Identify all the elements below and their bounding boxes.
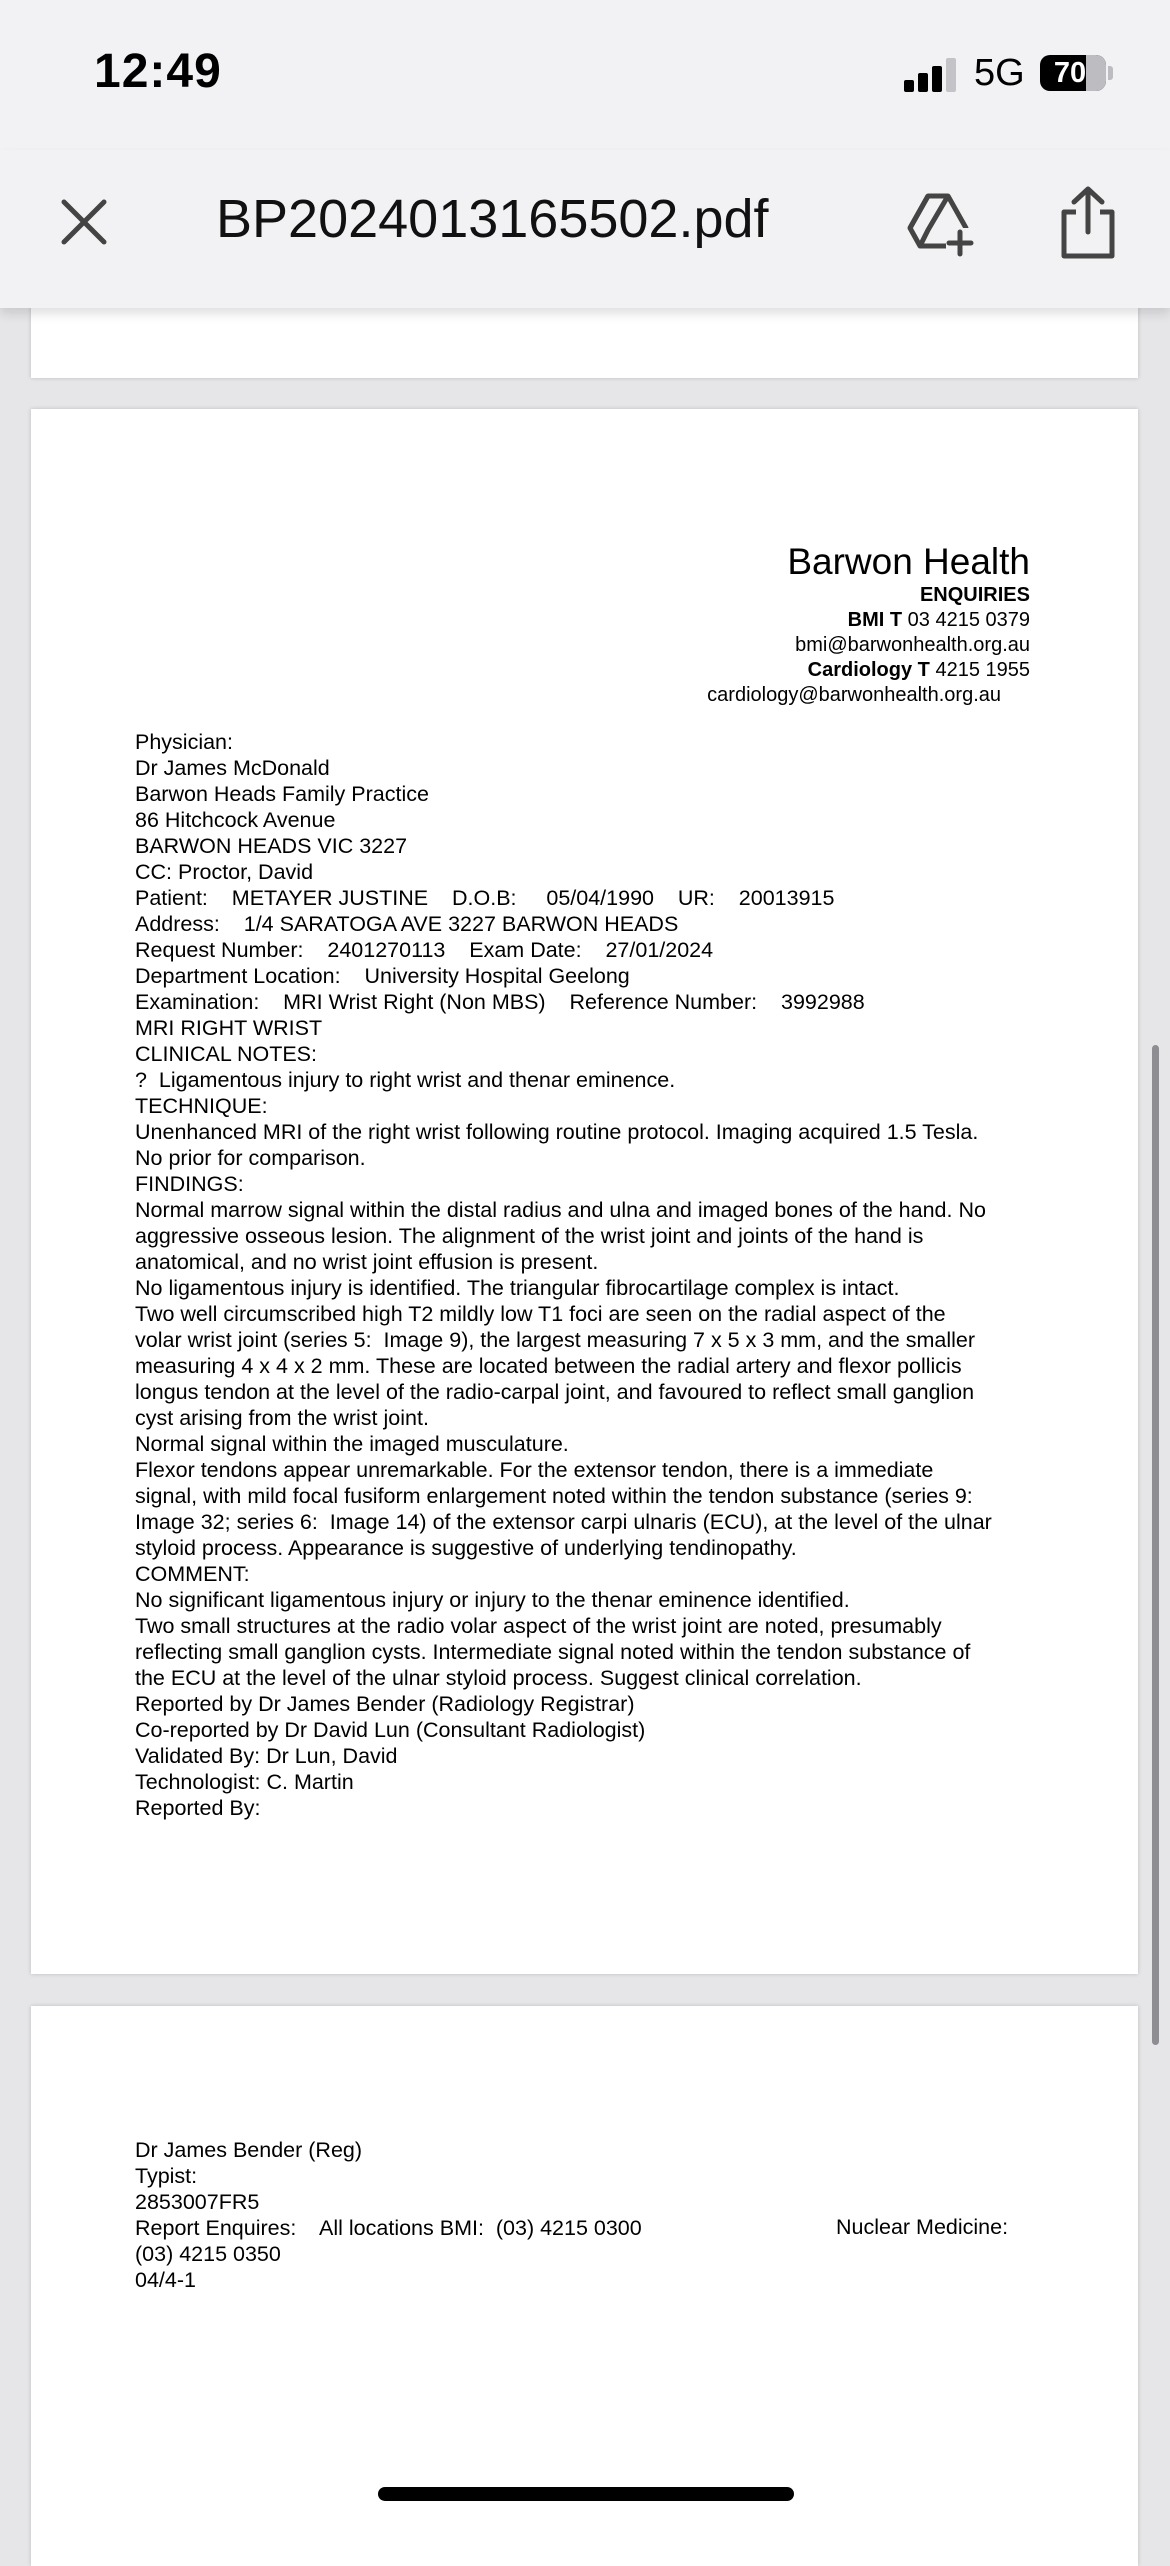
report-body: [135, 729, 1075, 1821]
bmi-phone: 03 4215 0379: [907, 609, 1030, 631]
report-line: Two well circumscribed high T2 mildly low T1 foci are seen on the radial aspect of the: [135, 1302, 946, 1326]
add-to-drive-button[interactable]: [904, 188, 974, 258]
report-line: styloid process. Appearance is suggestive of underlying tendinopathy.: [135, 1536, 797, 1560]
pdf-page-next: [31, 2006, 1138, 2566]
report-line: Image 32; series 6: Image 14) of the extensor carpi ulnaris (ECU), at the level of the ulnar: [135, 1510, 992, 1534]
report-line: No ligamentous injury is identified. The triangular fibrocartilage complex is intact.: [135, 1276, 900, 1300]
bmi-email: bmi@barwonhealth.org.au: [795, 634, 1030, 656]
nuclear-medicine-label: Nuclear Medicine:: [836, 2215, 1009, 2239]
report-line: COMMENT:: [135, 1562, 250, 1586]
report-line: Dr James Bender (Reg): [135, 2138, 363, 2162]
report-line: Reported by Dr James Bender (Radiology Registrar): [135, 1692, 635, 1716]
battery-icon: [1040, 55, 1106, 91]
report-line: Barwon Heads Family Practice: [135, 782, 429, 806]
report-line: No significant ligamentous injury or injury to the thenar eminence identified.: [135, 1588, 850, 1612]
report-line: cyst arising from the wrist joint.: [135, 1406, 429, 1430]
report-line: CLINICAL NOTES:: [135, 1042, 317, 1066]
battery-tip: [1108, 66, 1113, 80]
cardiology-email: cardiology@barwonhealth.org.au: [707, 684, 1001, 706]
report-line: Dr James McDonald: [135, 756, 330, 780]
report-line: Unenhanced MRI of the right wrist following routine protocol. Imaging acquired 1.5 Tesla.: [135, 1120, 979, 1144]
report-line: Validated By: Dr Lun, David: [135, 1744, 398, 1768]
report-line: Flexor tendons appear unremarkable. For the extensor tendon, there is a immediate: [135, 1458, 934, 1482]
close-button[interactable]: [54, 192, 114, 252]
enquiries-heading: ENQUIRIES: [919, 584, 1030, 606]
document-toolbar: [0, 150, 1170, 308]
enquiries-block: [707, 583, 1030, 708]
share-icon: [1056, 184, 1120, 260]
report-line: 04/4-1: [135, 2268, 196, 2292]
status-time: 12:49: [94, 45, 222, 98]
pdf-page-report: [31, 409, 1138, 1974]
cardiology-phone: 4215 1955: [935, 659, 1030, 681]
report-line: BARWON HEADS VIC 3227: [135, 834, 408, 858]
cardiology-contact: [707, 658, 1030, 683]
report-line: Two small structures at the radio volar aspect of the wrist joint are noted, presumably: [135, 1614, 942, 1638]
cardiology-label: Cardiology T: [807, 659, 930, 681]
report-line: Department Location: University Hospital Geelong: [135, 964, 630, 988]
report-line: Technologist: C. Martin: [135, 1770, 354, 1794]
report-line: ? Ligamentous injury to right wrist and thenar eminence.: [135, 1068, 676, 1092]
cellular-signal-icon: [904, 58, 960, 92]
add-to-drive-icon: [904, 188, 974, 258]
organization-name: Barwon Health: [787, 541, 1030, 582]
report-line: aggressive osseous lesion. The alignment of the wrist joint and joints of the hand is: [135, 1224, 924, 1248]
report-line: anatomical, and no wrist joint effusion is present.: [135, 1250, 599, 1274]
report-line: signal, with mild focal fusiform enlargement noted within the tendon substance (series 9:: [135, 1484, 973, 1508]
report-line: volar wrist joint (series 5: Image 9), the largest measuring 7 x 5 x 3 mm, and the smaller: [135, 1328, 976, 1352]
report-line: 86 Hitchcock Avenue: [135, 808, 336, 832]
network-type: 5G: [974, 52, 1025, 94]
report-line: CC: Proctor, David: [135, 860, 314, 884]
report-line: Co-reported by Dr David Lun (Consultant Radiologist): [135, 1718, 646, 1742]
report-line: No prior for comparison.: [135, 1146, 366, 1170]
report-line: (03) 4215 0350: [135, 2242, 281, 2266]
report-line: the ECU at the level of the ulnar styloid process. Suggest clinical correlation.: [135, 1666, 862, 1690]
report-line: Normal signal within the imaged musculature.: [135, 1432, 569, 1456]
report-line: Normal marrow signal within the distal radius and ulna and imaged bones of the hand. No: [135, 1198, 986, 1222]
vertical-scrollbar[interactable]: [1152, 1045, 1159, 2045]
share-button[interactable]: [1056, 184, 1120, 260]
document-title: BP2024013165502.pdf: [216, 189, 769, 249]
bmi-contact: [707, 608, 1030, 633]
report-line: Patient: METAYER JUSTINE D.O.B: 05/04/1990 UR: 20013915: [135, 886, 835, 910]
report-line: longus tendon at the level of the radio-carpal joint, and favoured to reflect small ganglion: [135, 1380, 975, 1404]
report-line: TECHNIQUE:: [135, 1094, 268, 1118]
report-line: Reported By:: [135, 1796, 261, 1820]
report-line: Address: 1/4 SARATOGA AVE 3227 BARWON HEADS: [135, 912, 679, 936]
battery-percent: 70: [1053, 57, 1087, 89]
status-bar: [0, 0, 1170, 150]
home-indicator[interactable]: [378, 2487, 794, 2501]
report-line: FINDINGS:: [135, 1172, 244, 1196]
report-line: 2853007FR5: [135, 2190, 260, 2214]
report-line: Request Number: 2401270113 Exam Date: 27/01/2024: [135, 938, 714, 962]
report-line: MRI RIGHT WRIST: [135, 1016, 323, 1040]
report-line: Physician:: [135, 730, 233, 754]
report-line: Report Enquires: All locations BMI: (03) 4215 0300: [135, 2216, 642, 2240]
report-line: measuring 4 x 4 x 2 mm. These are located between the radial artery and flexor pollicis: [135, 1354, 962, 1378]
pdf-page-previous: [31, 300, 1138, 378]
report-line: reflecting small ganglion cysts. Intermediate signal noted within the tendon substance of: [135, 1640, 971, 1664]
close-icon: [54, 192, 114, 252]
report-line: Examination: MRI Wrist Right (Non MBS) Reference Number: 3992988: [135, 990, 865, 1014]
bmi-label: BMI T: [847, 609, 903, 631]
report-line: Typist:: [135, 2164, 198, 2188]
